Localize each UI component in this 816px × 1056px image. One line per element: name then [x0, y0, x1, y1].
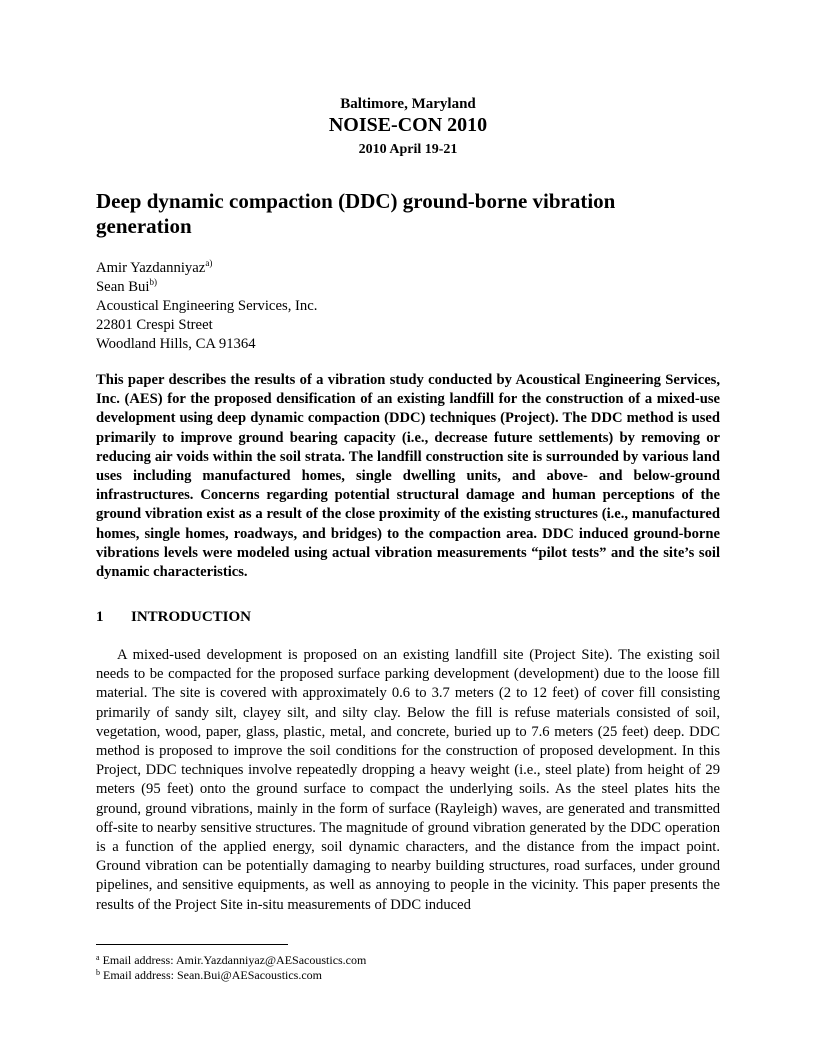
author-block: [96, 259, 496, 354]
footnote: [96, 968, 596, 983]
section-title: INTRODUCTION: [131, 609, 252, 625]
footnote-divider: [96, 944, 288, 945]
section-number: 1: [96, 609, 104, 625]
footnotes: [96, 953, 596, 983]
paper-title: Deep dynamic compaction (DDC) ground-borne vibration generation: [96, 189, 616, 238]
author-name: Amir Yazdanniyaz: [96, 260, 206, 276]
introduction-paragraph: A mixed-used development is proposed on an existing landfill site (Project Site). The existing soil needs to be compacted for the proposed surface parking development (development) due to the loose fill material. The site is covered with approximately 0.6 to 3.7 meters (2 to 12 feet) of cover fill consisting primarily of sandy silt, clayey silt, and silty clay. Below the fill is refuse materials consisted of soil, vegetation, wood, paper, glass, plastic, metal, and concrete, buried up to 7.6 meters (25 feet) deep. DDC method is proposed to improve the soil conditions for the construction of proposed development. In this Project, DDC techniques involve repeatedly dropping a heavy weight (i.e., steel plate) from height of 29 meters (95 feet) onto the ground surface to compact the underlying soils. As the steel plates hits the ground, ground vibrations, mainly in the form of surface (Rayleigh) waves, are generated and transmitted off-site to nearby sensitive structures. The magnitude of ground vibration generated by the DDC operation is a function of the applied energy, soil dynamic characters, and the distance from the impact point. Ground vibration can be potentially damaging to nearby building structures, road surfaces, under ground pipelines, and sensitive equipments, as well as annoying to people in the vicinity. This paper presents the results of the Project Site in-situ measurements of DDC induced: [96, 647, 720, 913]
conference-name: NOISE-CON 2010: [328, 114, 488, 136]
footnote: [96, 953, 596, 968]
affiliation-organization: Acoustical Engineering Services, Inc.: [96, 298, 318, 314]
author-name: Sean Bui: [96, 279, 150, 295]
conference-location: Baltimore, Maryland: [340, 96, 476, 112]
section-heading: [96, 609, 720, 626]
affiliation-city: Woodland Hills, CA 91364: [96, 336, 256, 352]
affiliation-street: 22801 Crespi Street: [96, 317, 213, 333]
author-affiliation-mark: a): [205, 258, 213, 268]
footnote-text: Email address: Amir.Yazdanniyaz@AESacoustics.com: [102, 953, 367, 967]
author-affiliation-mark: b): [149, 277, 157, 287]
author-line: [96, 259, 496, 278]
conference-dates: 2010 April 19-21: [358, 142, 458, 157]
footnote-mark: b: [96, 968, 100, 977]
footnote-mark: a: [96, 953, 100, 962]
footnote-text: Email address: Sean.Bui@AESacoustics.com: [103, 968, 323, 982]
author-line: [96, 278, 496, 297]
abstract: This paper describes the results of a vibration study conducted by Acoustical Engineering Services, Inc. (AES) for the proposed densification of an existing landfill for the construction of a mixed-use development using deep dynamic compaction (DDC) techniques (Project). The DDC method is used primarily to improve ground bearing capacity (i.e., decrease future settlements) by removing or reducing air voids within the soil strata. The landfill construction site is surrounded by various land uses including manufactured homes, single dwelling units, and above- and below-ground infrastructures. Concerns regarding potential structural damage and human perceptions of the ground vibration exist as a result of the close proximity of the existing structures (i.e., manufactured homes, single homes, roadways, and bridges) to the compaction area. DDC induced ground-borne vibrations levels were modeled using actual vibration measurements “pilot tests” and the site’s soil dynamic characteristics.: [96, 372, 720, 581]
